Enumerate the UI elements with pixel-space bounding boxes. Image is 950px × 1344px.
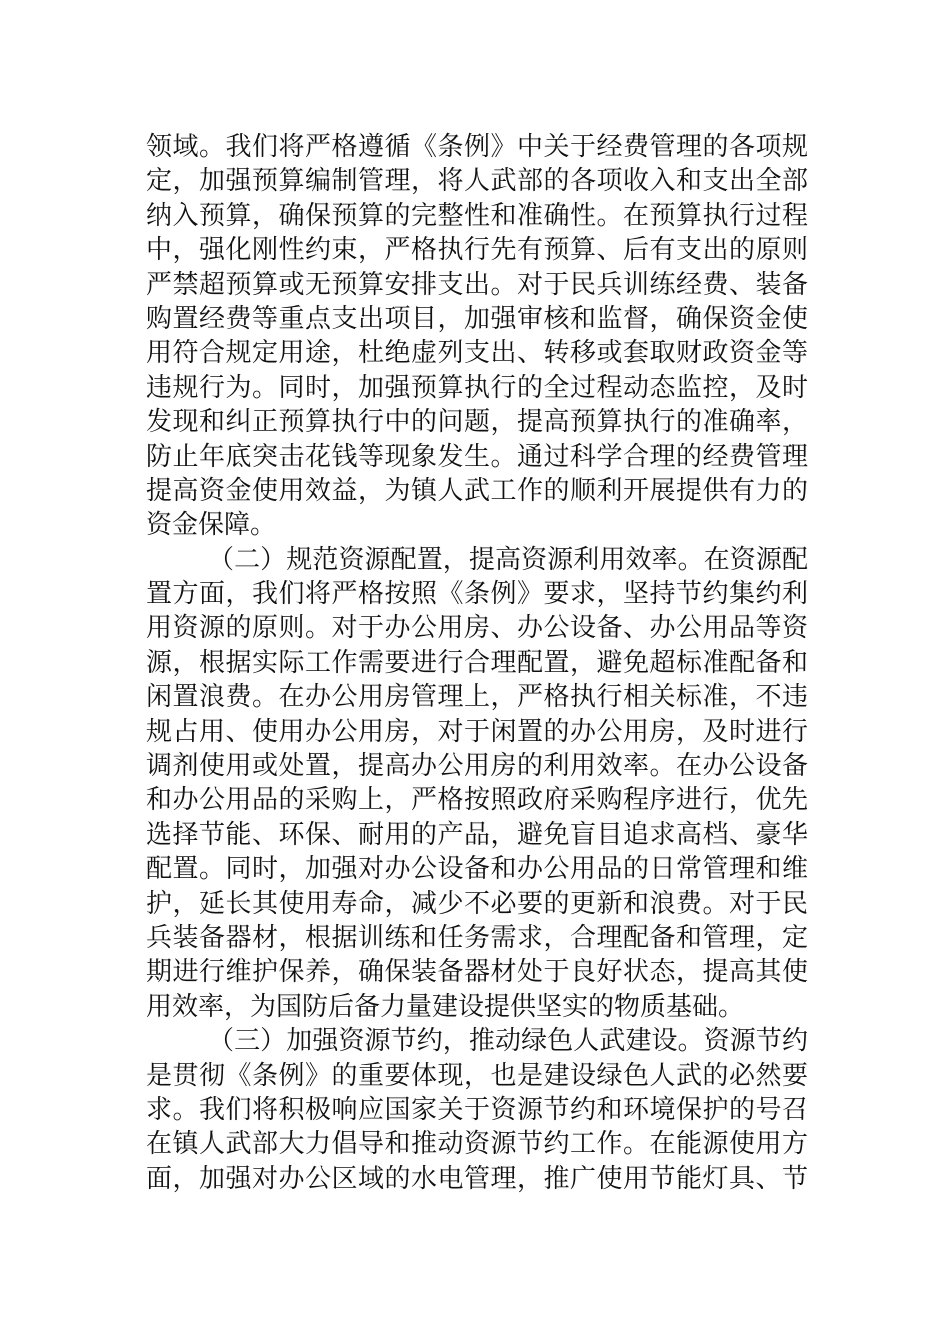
text-line: 严禁超预算或无预算安排支出。对于民兵训练经费、装备 <box>146 269 808 300</box>
text-line: 源，根据实际工作需要进行合理配置，避免超标准配备和 <box>146 647 808 678</box>
text-line: 购置经费等重点支出项目，加强审核和监督，确保资金使 <box>146 303 808 334</box>
text-line: 规占用、使用办公用房，对于闲置的办公用房，及时进行 <box>146 716 808 747</box>
text-line-indented: （二）规范资源配置，提高资源利用效率。在资源配 <box>208 544 808 575</box>
text-line: 用效率，为国防后备力量建设提供坚实的物质基础。 <box>146 991 745 1022</box>
text-line: 配置。同时，加强对办公设备和办公用品的日常管理和维 <box>146 854 808 885</box>
text-line: 求。我们将积极响应国家关于资源节约和环境保护的号召 <box>146 1094 808 1125</box>
text-line: 兵装备器材，根据训练和任务需求，合理配备和管理，定 <box>146 922 808 953</box>
text-line: 选择节能、环保、耐用的产品，避免盲目追求高档、豪华 <box>146 819 808 850</box>
paragraph-2 <box>146 543 808 1024</box>
text-line: 置方面，我们将严格按照《条例》要求，坚持节约集约利 <box>146 579 808 610</box>
text-line: 定，加强预算编制管理，将人武部的各项收入和支出全部 <box>146 166 808 197</box>
text-line: 面，加强对办公区域的水电管理，推广使用节能灯具、节 <box>146 1163 808 1194</box>
text-line: 中，强化刚性约束，严格执行先有预算、后有支出的原则 <box>146 235 808 266</box>
text-line: 领域。我们将严格遵循《条例》中关于经费管理的各项规 <box>146 132 808 162</box>
text-line: 发现和纠正预算执行中的问题，提高预算执行的准确率， <box>146 407 808 438</box>
text-line: 调剂使用或处置，提高办公用房的利用效率。在办公设备 <box>146 751 808 782</box>
text-line: 用资源的原则。对于办公用房、办公设备、办公用品等资 <box>146 613 808 644</box>
text-line: 提高资金使用效益，为镇人武工作的顺利开展提供有力的 <box>146 475 808 506</box>
document-body <box>146 130 808 1196</box>
text-line: 是贯彻《条例》的重要体现，也是建设绿色人武的必然要 <box>146 1060 808 1091</box>
text-line: 在镇人武部大力倡导和推动资源节约工作。在能源使用方 <box>146 1129 808 1160</box>
text-line: 和办公用品的采购上，严格按照政府采购程序进行，优先 <box>146 785 808 816</box>
text-line: 纳入预算，确保预算的完整性和准确性。在预算执行过程 <box>146 200 808 231</box>
text-line: 护，延长其使用寿命，减少不必要的更新和浪费。对于民 <box>146 888 808 919</box>
text-line: 闲置浪费。在办公用房管理上，严格执行相关标准，不违 <box>146 682 808 713</box>
text-line: 防止年底突击花钱等现象发生。通过科学合理的经费管理 <box>146 441 808 472</box>
text-line: 用符合规定用途，杜绝虚列支出、转移或套取财政资金等 <box>146 338 808 369</box>
text-line-indented: （三）加强资源节约，推动绿色人武建设。资源节约 <box>208 1026 808 1057</box>
text-line: 期进行维护保养，确保装备器材处于良好状态，提高其使 <box>146 957 808 988</box>
paragraph-3 <box>146 1024 808 1196</box>
text-line: 资金保障。 <box>146 510 277 541</box>
paragraph-1 <box>146 130 808 543</box>
text-line: 违规行为。同时，加强预算执行的全过程动态监控，及时 <box>146 372 808 403</box>
